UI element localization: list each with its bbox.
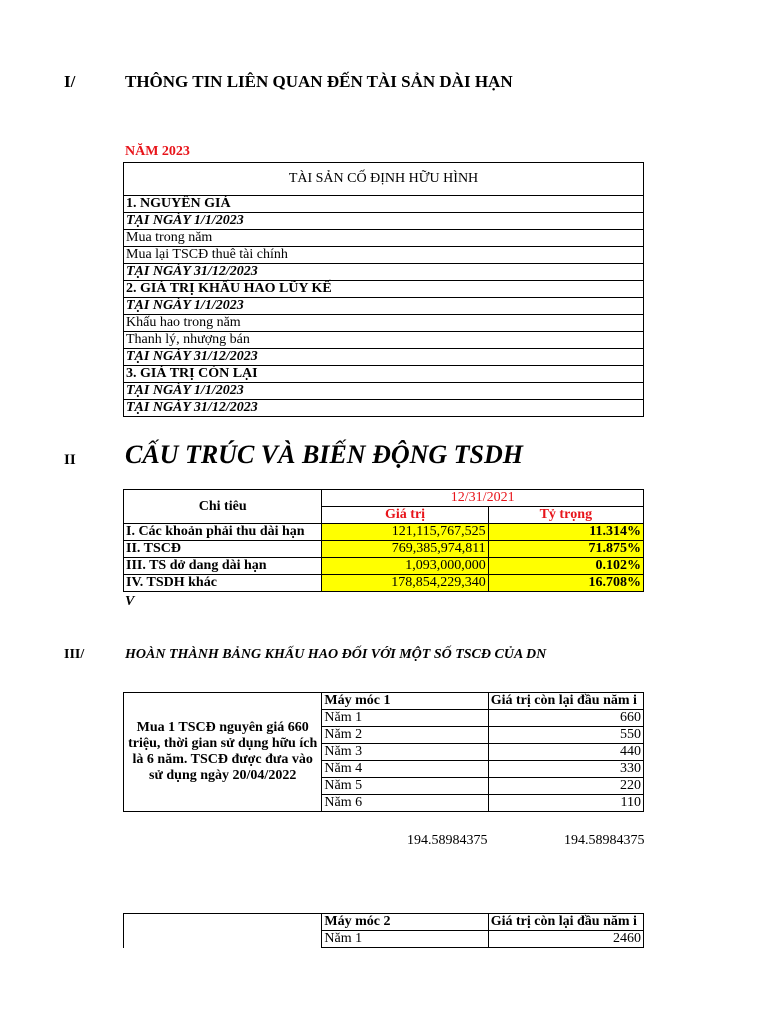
structure-row-ratio: 0.102% — [488, 558, 643, 575]
machine1-row-value: 550 — [488, 727, 643, 744]
fixed-assets-table-header: TÀI SẢN CỐ ĐỊNH HỮU HÌNH — [124, 163, 644, 196]
fixed-assets-row: Mua trong năm — [124, 230, 644, 247]
machine1-row-year: Năm 5 — [322, 778, 488, 795]
structure-row-ratio: 71.875% — [488, 541, 643, 558]
col-date: 12/31/2021 — [322, 490, 644, 507]
machine1-row-value: 220 — [488, 778, 643, 795]
structure-row-ratio: 16.708% — [488, 575, 643, 592]
machine2-table — [123, 913, 644, 948]
fixed-assets-row: TẠI NGÀY 1/1/2023 — [124, 213, 644, 230]
machine1-col-value: Giá trị còn lại đầu năm i — [488, 693, 643, 710]
section2-title: CẤU TRÚC VÀ BIẾN ĐỘNG TSDH — [125, 440, 524, 469]
machine1-description: Mua 1 TSCĐ nguyên giá 660 triệu, thời gian sử dụng hữu ích là 6 năm. TSCĐ được đưa vào sử dụng ngày 20/04/2022 — [124, 693, 322, 812]
structure-row-label: IV. TSDH khác — [124, 575, 322, 592]
fixed-assets-row: TẠI NGÀY 1/1/2023 — [124, 298, 644, 315]
section3-title: HOÀN THÀNH BẢNG KHẤU HAO ĐỐI VỚI MỘT SỐ TSCĐ CỦA DN — [125, 647, 547, 662]
machine1-table — [123, 692, 644, 812]
section1-number: I/ — [64, 72, 76, 91]
structure-table — [123, 489, 644, 592]
section1-title: THÔNG TIN LIÊN QUAN ĐẾN TÀI SẢN DÀI HẠN — [125, 72, 513, 91]
machine2-row-year: Năm 1 — [322, 931, 488, 948]
structure-row — [124, 558, 644, 575]
fixed-assets-row: TẠI NGÀY 31/12/2023 — [124, 349, 644, 366]
year-label: NĂM 2023 — [125, 144, 190, 159]
col-ratio: Tỷ trọng — [488, 507, 643, 524]
machine1-row-value: 660 — [488, 710, 643, 727]
machine2-col-name: Máy móc 2 — [322, 914, 488, 931]
calc-value-a: 194.58984375 — [407, 833, 488, 848]
calc-value-b: 194.58984375 — [564, 833, 645, 848]
section3-number: III/ — [64, 647, 85, 662]
structure-row-value: 178,854,229,340 — [322, 575, 488, 592]
structure-row — [124, 524, 644, 541]
fixed-assets-table — [123, 162, 644, 417]
fixed-assets-row: 3. GIÁ TRỊ CÒN LẠI — [124, 366, 644, 383]
col-value: Giá trị — [322, 507, 488, 524]
structure-row-value: 121,115,767,525 — [322, 524, 488, 541]
machine1-row-value: 110 — [488, 795, 643, 812]
structure-row-ratio: 11.314% — [488, 524, 643, 541]
fixed-assets-row: Thanh lý, nhượng bán — [124, 332, 644, 349]
section2-footer: V — [125, 594, 135, 609]
machine2-description — [124, 914, 322, 948]
machine1-col-name: Máy móc 1 — [322, 693, 488, 710]
structure-row-label: III. TS dở dang dài hạn — [124, 558, 322, 575]
structure-row-label: II. TSCĐ — [124, 541, 322, 558]
structure-row — [124, 541, 644, 558]
machine1-row-year: Năm 1 — [322, 710, 488, 727]
machine2-col-value: Giá trị còn lại đầu năm i — [488, 914, 643, 931]
fixed-assets-row: TẠI NGÀY 1/1/2023 — [124, 383, 644, 400]
structure-row-value: 1,093,000,000 — [322, 558, 488, 575]
structure-row-value: 769,385,974,811 — [322, 541, 488, 558]
machine1-row-value: 440 — [488, 744, 643, 761]
structure-row — [124, 575, 644, 592]
fixed-assets-row: TẠI NGÀY 31/12/2023 — [124, 264, 644, 281]
fixed-assets-row: Mua lại TSCĐ thuê tài chính — [124, 247, 644, 264]
section2-number: II — [64, 452, 76, 468]
fixed-assets-row: 2. GIÁ TRỊ KHẤU HAO LŨY KẾ — [124, 281, 644, 298]
machine1-row-value: 330 — [488, 761, 643, 778]
machine1-row-year: Năm 6 — [322, 795, 488, 812]
structure-row-label: I. Các khoản phải thu dài hạn — [124, 524, 322, 541]
machine1-row-year: Năm 4 — [322, 761, 488, 778]
machine1-row-year: Năm 3 — [322, 744, 488, 761]
machine1-row-year: Năm 2 — [322, 727, 488, 744]
fixed-assets-row: 1. NGUYÊN GIÁ — [124, 196, 644, 213]
fixed-assets-row: TẠI NGÀY 31/12/2023 — [124, 400, 644, 417]
fixed-assets-row: Khấu hao trong năm — [124, 315, 644, 332]
col-chitieu: Chi tiêu — [124, 490, 322, 524]
machine2-row-value: 2460 — [488, 931, 643, 948]
